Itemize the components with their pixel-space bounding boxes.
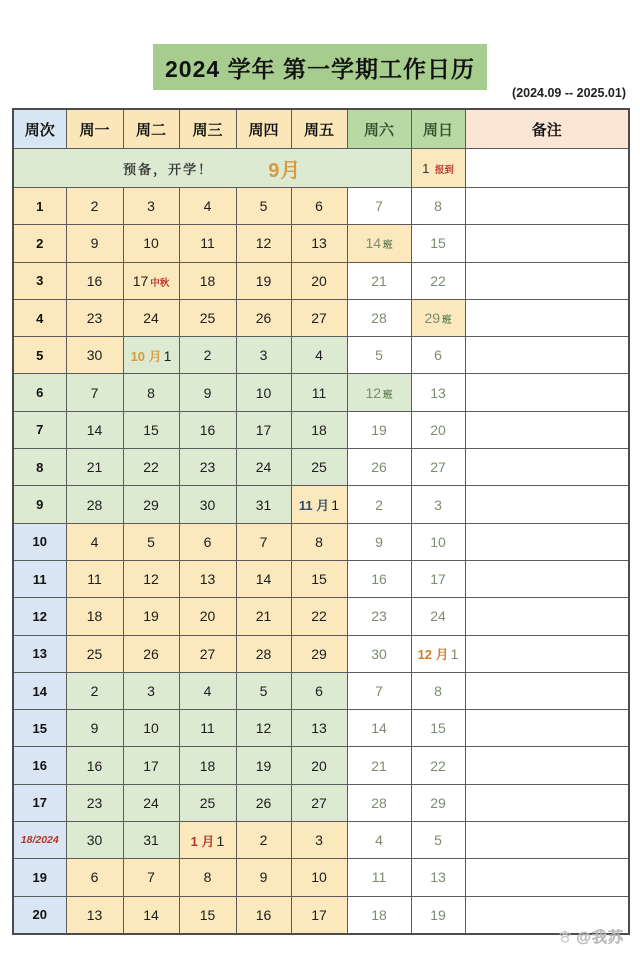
semester-start-note: 预备，开学！ [123,161,214,177]
week-number-cell: 15 [13,710,66,747]
day-cell: 2 [347,486,411,523]
day-annotation: 班 [383,389,393,401]
remark-cell [465,710,629,747]
remark-cell [465,149,629,188]
day-annotation: 班 [442,315,452,327]
day-cell: 10 [411,523,465,560]
day-cell: 18 [179,262,236,299]
day-cell: 25 [291,449,347,486]
day-cell: 24 [411,598,465,635]
day-cell: 17 中秋 [123,262,179,299]
week-number-cell: 8 [13,449,66,486]
day-cell: 21 [347,747,411,784]
header-cell: 备注 [465,109,629,149]
day-cell: 16 [66,747,123,784]
week-row [13,188,629,225]
week-row [13,225,629,262]
day-cell: 10 [291,859,347,896]
day-cell: 14 [347,710,411,747]
week-number-cell: 18/2024 [13,822,66,859]
day-cell: 15 [411,710,465,747]
header-row [13,109,629,149]
week-number-cell: 2 [13,225,66,262]
remark-cell [465,784,629,821]
day-cell: 20 [291,747,347,784]
day-cell: 3 [236,337,291,374]
remark-cell [465,672,629,709]
remark-cell [465,486,629,523]
day-cell: 28 [347,784,411,821]
day-cell: 26 [347,449,411,486]
day-cell: 4 [347,822,411,859]
day-cell: 8 [179,859,236,896]
day-cell: 10 [123,710,179,747]
month-start-marker: 1 月 [190,833,215,849]
day-cell: 5 [123,523,179,560]
day-cell: 26 [123,635,179,672]
day-cell: 15 [179,896,236,934]
report-day-tag: 报到 [434,164,454,176]
week-number-cell: 13 [13,635,66,672]
week-number-cell: 5 [13,337,66,374]
day-cell: 17 [236,411,291,448]
day-cell: 31 [236,486,291,523]
remark-cell [465,262,629,299]
day-cell: 15 [123,411,179,448]
day-cell: 28 [236,635,291,672]
day-cell: 4 [179,188,236,225]
day-cell: 6 [179,523,236,560]
day-cell: 3 [123,188,179,225]
month-start-marker: 10 月 [130,348,162,364]
day-cell: 30 [66,337,123,374]
day-cell: 3 [411,486,465,523]
day-cell: 13 [291,710,347,747]
header-cell: 周二 [123,109,179,149]
day-cell: 16 [179,411,236,448]
day-cell: 24 [236,449,291,486]
date-range-subtitle: (2024.09 -- 2025.01) [512,86,626,100]
week-row [13,523,629,560]
day-cell: 11 月 1 [291,486,347,523]
day-cell: 12 [236,225,291,262]
remark-cell [465,747,629,784]
month-start-marker: 11 月 [298,498,330,514]
day-cell: 5 [236,672,291,709]
calendar-table [12,108,630,935]
remark-cell [465,635,629,672]
week-number-cell: 12 [13,598,66,635]
day-cell: 11 [347,859,411,896]
day-cell: 6 [411,337,465,374]
day-cell: 26 [236,299,291,336]
week-row [13,560,629,597]
day-cell: 21 [347,262,411,299]
day-cell: 23 [179,449,236,486]
day-cell: 12 班 [347,374,411,411]
day-cell: 27 [291,299,347,336]
week-row [13,896,629,934]
remark-cell [465,374,629,411]
day-cell: 19 [236,262,291,299]
day-cell: 11 [179,225,236,262]
day-cell: 20 [179,598,236,635]
day-cell: 6 [291,672,347,709]
day-cell: 30 [179,486,236,523]
day-cell: 10 [123,225,179,262]
day-cell: 26 [236,784,291,821]
day-cell: 7 [66,374,123,411]
day-cell: 22 [123,449,179,486]
report-day-number: 1 [422,160,430,176]
day-cell: 14 [66,411,123,448]
remark-cell [465,560,629,597]
day-cell: 23 [66,784,123,821]
week-number-cell: 14 [13,672,66,709]
day-cell: 21 [66,449,123,486]
day-cell: 8 [411,188,465,225]
day-cell: 18 [66,598,123,635]
week-row [13,747,629,784]
day-cell: 25 [179,784,236,821]
day-cell: 17 [123,747,179,784]
day-cell: 3 [291,822,347,859]
week-row [13,299,629,336]
day-cell: 11 [179,710,236,747]
page-title: 2024 学年 第一学期工作日历 [153,44,487,90]
day-cell: 24 [123,299,179,336]
page-title-wrap [0,44,640,90]
day-cell: 1 月 1 [179,822,236,859]
remark-cell [465,598,629,635]
day-cell: 28 [66,486,123,523]
month-banner-cell [13,149,411,188]
week-number-cell: 16 [13,747,66,784]
week-row [13,262,629,299]
week-number-cell: 19 [13,859,66,896]
remark-cell [465,225,629,262]
day-cell: 7 [123,859,179,896]
month-row [13,149,629,188]
day-cell: 25 [66,635,123,672]
day-cell: 15 [291,560,347,597]
day-cell: 13 [291,225,347,262]
week-row [13,486,629,523]
watermark [557,926,624,947]
day-cell: 4 [179,672,236,709]
day-cell: 30 [66,822,123,859]
day-cell: 7 [236,523,291,560]
day-cell: 9 [347,523,411,560]
report-day-cell [411,149,465,188]
day-cell: 7 [347,188,411,225]
day-cell: 2 [66,672,123,709]
day-cell: 8 [411,672,465,709]
day-cell: 20 [291,262,347,299]
day-cell: 29 [411,784,465,821]
watermark-text: @我苏 [576,929,624,946]
week-row [13,822,629,859]
day-cell: 8 [291,523,347,560]
day-cell: 12 [123,560,179,597]
remark-cell [465,411,629,448]
week-number-cell: 4 [13,299,66,336]
day-cell: 14 [236,560,291,597]
day-cell: 10 [236,374,291,411]
day-cell: 18 [347,896,411,934]
day-cell: 27 [291,784,347,821]
day-cell: 4 [291,337,347,374]
week-number-cell: 6 [13,374,66,411]
week-row [13,374,629,411]
day-cell: 8 [123,374,179,411]
day-cell: 23 [347,598,411,635]
week-row [13,449,629,486]
day-annotation: 中秋 [150,277,170,289]
week-number-cell: 3 [13,262,66,299]
week-row [13,337,629,374]
day-cell: 29 [123,486,179,523]
day-cell: 14 班 [347,225,411,262]
week-row [13,672,629,709]
day-cell: 17 [411,560,465,597]
remark-cell [465,337,629,374]
day-cell: 5 [236,188,291,225]
day-cell: 19 [411,896,465,934]
day-cell: 11 [66,560,123,597]
day-cell: 4 [66,523,123,560]
day-cell: 10 月 1 [123,337,179,374]
day-cell: 9 [179,374,236,411]
day-cell: 13 [179,560,236,597]
day-cell: 17 [291,896,347,934]
week-number-cell: 17 [13,784,66,821]
day-cell: 7 [347,672,411,709]
remark-cell [465,859,629,896]
day-cell: 6 [66,859,123,896]
paw-icon [557,929,573,945]
remark-cell [465,822,629,859]
day-cell: 2 [179,337,236,374]
day-cell: 19 [236,747,291,784]
day-cell: 20 [411,411,465,448]
day-cell: 23 [66,299,123,336]
header-cell: 周一 [66,109,123,149]
header-cell: 周六 [347,109,411,149]
week-number-cell: 10 [13,523,66,560]
day-cell: 22 [291,598,347,635]
day-cell: 16 [66,262,123,299]
day-cell: 2 [236,822,291,859]
week-number-cell: 1 [13,188,66,225]
week-row [13,635,629,672]
day-cell: 21 [236,598,291,635]
day-cell: 9 [236,859,291,896]
day-cell: 2 [66,188,123,225]
day-cell: 29 班 [411,299,465,336]
day-cell: 31 [123,822,179,859]
day-cell: 14 [123,896,179,934]
remark-cell [465,188,629,225]
header-cell: 周四 [236,109,291,149]
week-number-cell: 9 [13,486,66,523]
week-number-cell: 20 [13,896,66,934]
week-row [13,710,629,747]
day-cell: 24 [123,784,179,821]
day-cell: 25 [179,299,236,336]
day-cell: 5 [411,822,465,859]
header-cell: 周日 [411,109,465,149]
day-annotation: 班 [383,240,393,252]
day-cell: 16 [347,560,411,597]
day-cell: 9 [66,225,123,262]
week-row [13,784,629,821]
day-cell: 22 [411,262,465,299]
day-cell: 28 [347,299,411,336]
day-cell: 6 [291,188,347,225]
month-label-september: 9月 [268,159,302,182]
day-cell: 30 [347,635,411,672]
week-number-cell: 7 [13,411,66,448]
header-cell: 周次 [13,109,66,149]
week-row [13,859,629,896]
day-cell: 13 [66,896,123,934]
day-cell: 19 [123,598,179,635]
day-cell: 12 [236,710,291,747]
header-cell: 周五 [291,109,347,149]
day-cell: 11 [291,374,347,411]
day-cell: 12 月 1 [411,635,465,672]
day-cell: 9 [66,710,123,747]
day-cell: 27 [179,635,236,672]
remark-cell [465,449,629,486]
day-cell: 18 [179,747,236,784]
day-cell: 18 [291,411,347,448]
day-cell: 19 [347,411,411,448]
month-start-marker: 12 月 [417,647,449,663]
day-cell: 22 [411,747,465,784]
day-cell: 13 [411,374,465,411]
day-cell: 13 [411,859,465,896]
day-cell: 3 [123,672,179,709]
week-row [13,411,629,448]
remark-cell [465,523,629,560]
day-cell: 16 [236,896,291,934]
day-cell: 29 [291,635,347,672]
header-cell: 周三 [179,109,236,149]
day-cell: 27 [411,449,465,486]
remark-cell [465,299,629,336]
week-number-cell: 11 [13,560,66,597]
day-cell: 5 [347,337,411,374]
day-cell: 15 [411,225,465,262]
week-row [13,598,629,635]
